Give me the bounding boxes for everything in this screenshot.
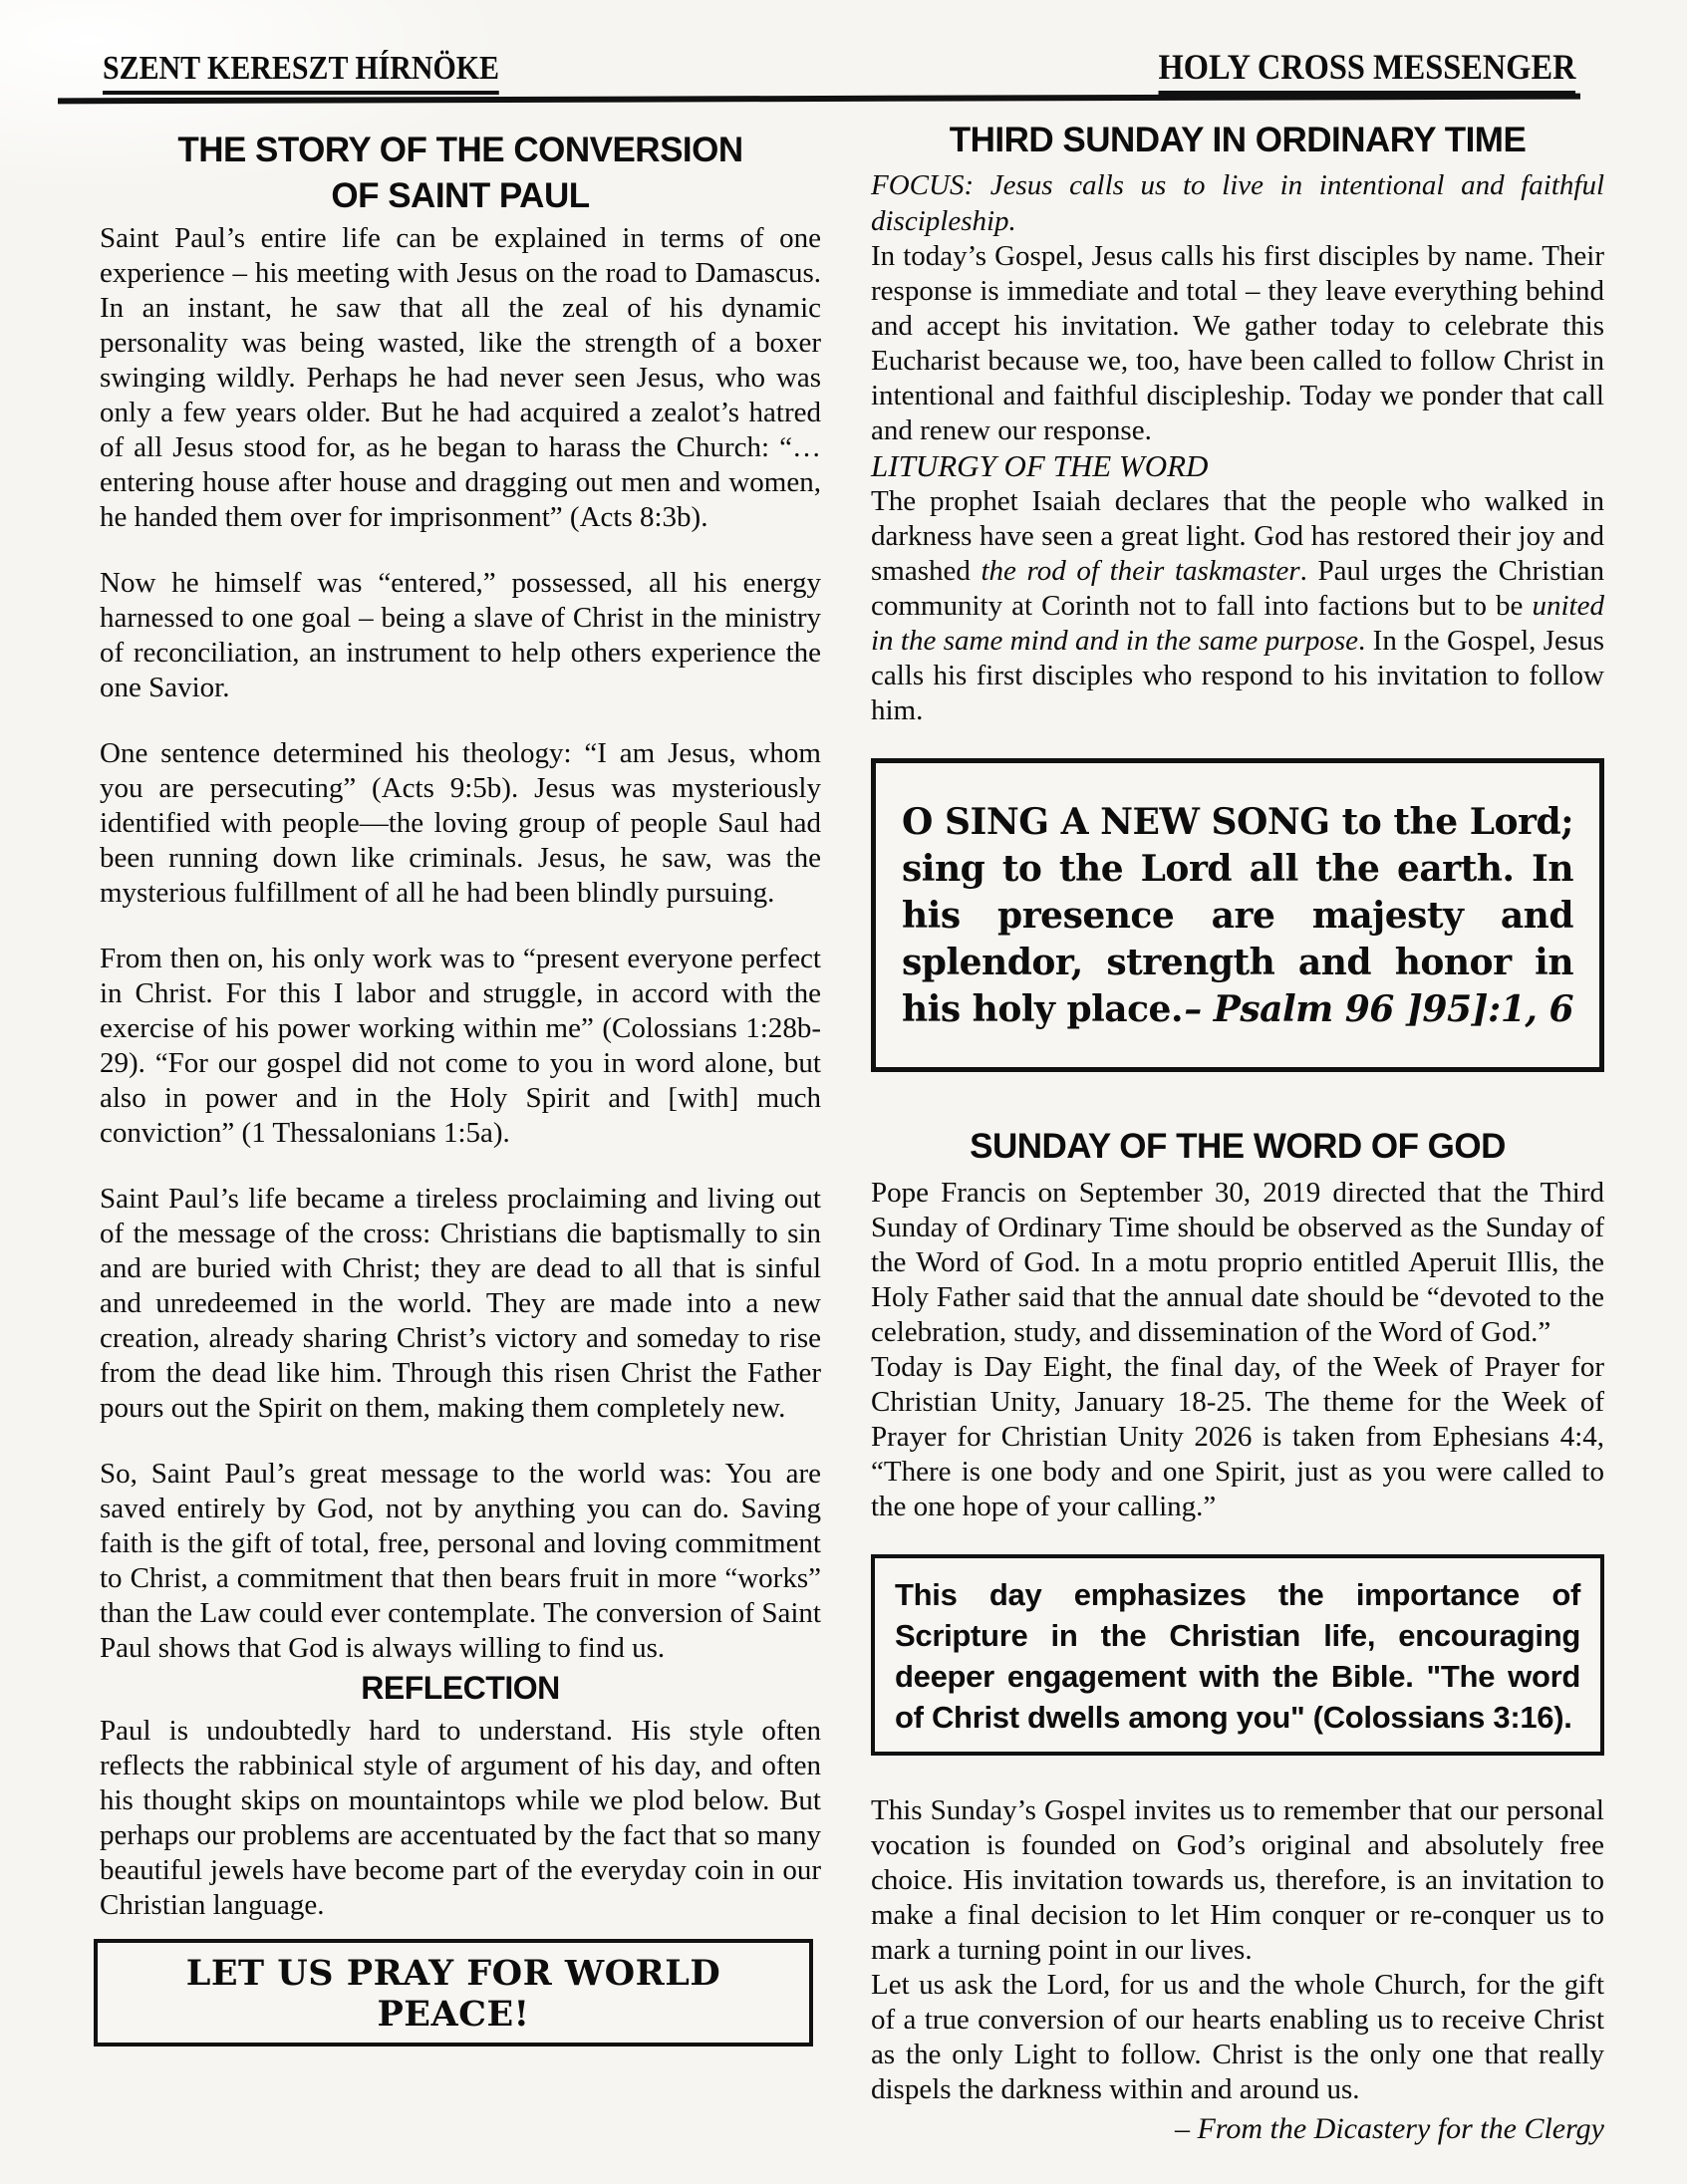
peace-box	[94, 1939, 813, 2047]
scripture-box	[871, 1554, 1604, 1756]
paragraph: So, Saint Paul’s great message to the world was: You are saved entirely by God, not by anything you can do. Saving faith is the gift of total, free, personal and loving commitment to Christ, a commitment that then bears fruit in more “works” than the Law could ever contemplate. The conversion of Saint Paul shows that God is always willing to find us.	[100, 1458, 821, 1664]
psalm-text	[902, 799, 1573, 1033]
scripture-text: This day emphasizes the importance of Scripture in the Christian life, encouraging deeper engagement with the Bible. "The word of Christ dwells among you" (Colossians 3:16).	[895, 1577, 1580, 1735]
paragraph: Today is Day Eight, the final day, of the Week of Prayer for Christian Unity, January 18-25. The theme for the Week of Prayer for Christian Unity 2026 is taken from Ephesians 4:4, “There is one body and one Spirit, just as you were called to the one hope of your calling.”	[871, 1351, 1604, 1522]
paragraph: From then on, his only work was to “present everyone perfect in Christ. For this I labor and struggle, in accord with the exercise of his power working within me” (Colossians 1:28b-29). “For our gospel did not come to you in word alone, but also in power and in the Holy Spirit and [with] much conviction” (1 Thessalonians 1:5a).	[100, 943, 821, 1149]
psalm-attribution: – Psalm 96 ]95]:1, 6	[1184, 988, 1573, 1030]
right-column	[871, 118, 1604, 2149]
psalm-quote: O SING A NEW SONG to the Lord; sing to the Lord all the earth. In his presence are majesty and splendor, strength and honor in his holy place.	[902, 801, 1573, 1030]
focus-line: FOCUS: Jesus calls us to live in intentional and faithful discipleship.	[871, 169, 1604, 237]
clergy-attribution: – From the Dicastery for the Clergy	[1174, 2112, 1604, 2145]
intro-paragraph: In today’s Gospel, Jesus calls his first disciples by name. Their response is immediate and total – they leave everything behind and accept his invitation. We gather today to celebrate this Eucharist because we, too, have been called to follow Christ in intentional and faithful discipleship. Today we ponder that call and renew our response.	[871, 240, 1604, 446]
word-of-god-title: SUNDAY OF THE WORD OF GOD	[970, 1127, 1506, 1166]
header-right-title: HOLY CROSS MESSENGER	[1158, 46, 1575, 95]
article-title-line1: THE STORY OF THE CONVERSION	[177, 131, 743, 169]
sunday-title: THIRD SUNDAY IN ORDINARY TIME	[949, 121, 1527, 159]
left-column	[100, 128, 821, 2047]
peace-box-label: LET US PRAY FOR WORLD PEACE!	[185, 1953, 721, 2035]
paragraph: This Sunday’s Gospel invites us to remember that our personal vocation is founded on God’s original and absolutely free choice. His invitation towards us, therefore, is an invitation to make a final decision to let Him conquer or re-conquer us to mark a turning point in our lives.	[871, 1794, 1604, 1966]
reflection-heading: REFLECTION	[361, 1670, 560, 1706]
psalm-box	[871, 758, 1604, 1072]
reflection-paragraph: Paul is undoubtedly hard to understand. His style often reflects the rabbinical style of argument of his day, and often his thought skips on mountaintops while we plod below. But perhaps our problems are accentuated by the fact that so many beautiful jewels have become part of the everyday coin in our Christian language.	[100, 1715, 821, 1921]
paragraph: One sentence determined his theology: “I am Jesus, whom you are persecuting” (Acts 9:5b). Jesus was mysteriously identified with people—the loving group of people Saul had been running down like criminals. Jesus, he saw, was the mysterious fulfillment of all he had been blindly pursuing.	[100, 737, 821, 909]
paragraph: Let us ask the Lord, for us and the whole Church, for the gift of a true conversion of our hearts enabling us to receive Christ as the only Light to follow. Christ is the only one that really dispels the darkness within and around us.	[871, 1969, 1604, 2105]
article-title-line2: OF SAINT PAUL	[331, 176, 590, 215]
liturgy-paragraph: The prophet Isaiah declares that the people who walked in darkness have seen a great light. God has restored their joy and smashed the rod of their taskmaster. Paul urges the Christian community at Corinth not to fall into factions but to be united in the same mind and in the same purpose. In the Gospel, Jesus calls his first disciples who respond to his invitation to follow him.	[871, 485, 1605, 726]
liturgy-heading: LITURGY OF THE WORD	[871, 448, 1209, 483]
header-rule	[58, 94, 1580, 105]
paragraph: Pope Francis on September 30, 2019 directed that the Third Sunday of Ordinary Time should be observed as the Sunday of the Word of God. In a motu proprio entitled Aperuit Illis, the Holy Father said that the annual date should be “devoted to the celebration, study, and dissemination of the Word of God.”	[871, 1177, 1604, 1348]
paragraph: Saint Paul’s entire life can be explained in terms of one experience – his meeting with Jesus on the road to Damascus. In an instant, he saw that all the zeal of his dynamic personality was being wasted, like the strength of a boxer swinging wildly. Perhaps he had never seen Jesus, who was only a few years older. But he had acquired a zealot’s hatred of all Jesus stood for, as he began to harass the Church: “…entering house after house and dragging out men and women, he handed them over for imprisonment” (Acts 8:3b).	[100, 222, 821, 533]
article-title	[100, 128, 821, 219]
paragraph: Saint Paul’s life became a tireless proclaiming and living out of the message of the cross: Christians die baptismally to sin and are buried with Christ; they are dead to all that is sinful and unredeemed in the world. They are made into a new creation, already sharing Christ’s victory and someday to rise from the dead like him. Through this risen Christ the Father pours out the Spirit on them, making them completely new.	[100, 1183, 821, 1424]
header-left-title: SZENT KERESZT HÍRNÖKE	[103, 50, 499, 95]
paragraph: Now he himself was “entered,” possessed, all his energy harnessed to one goal – being a slave of Christ in the ministry of reconciliation, an instrument to help others experience the one Savior.	[100, 567, 821, 703]
